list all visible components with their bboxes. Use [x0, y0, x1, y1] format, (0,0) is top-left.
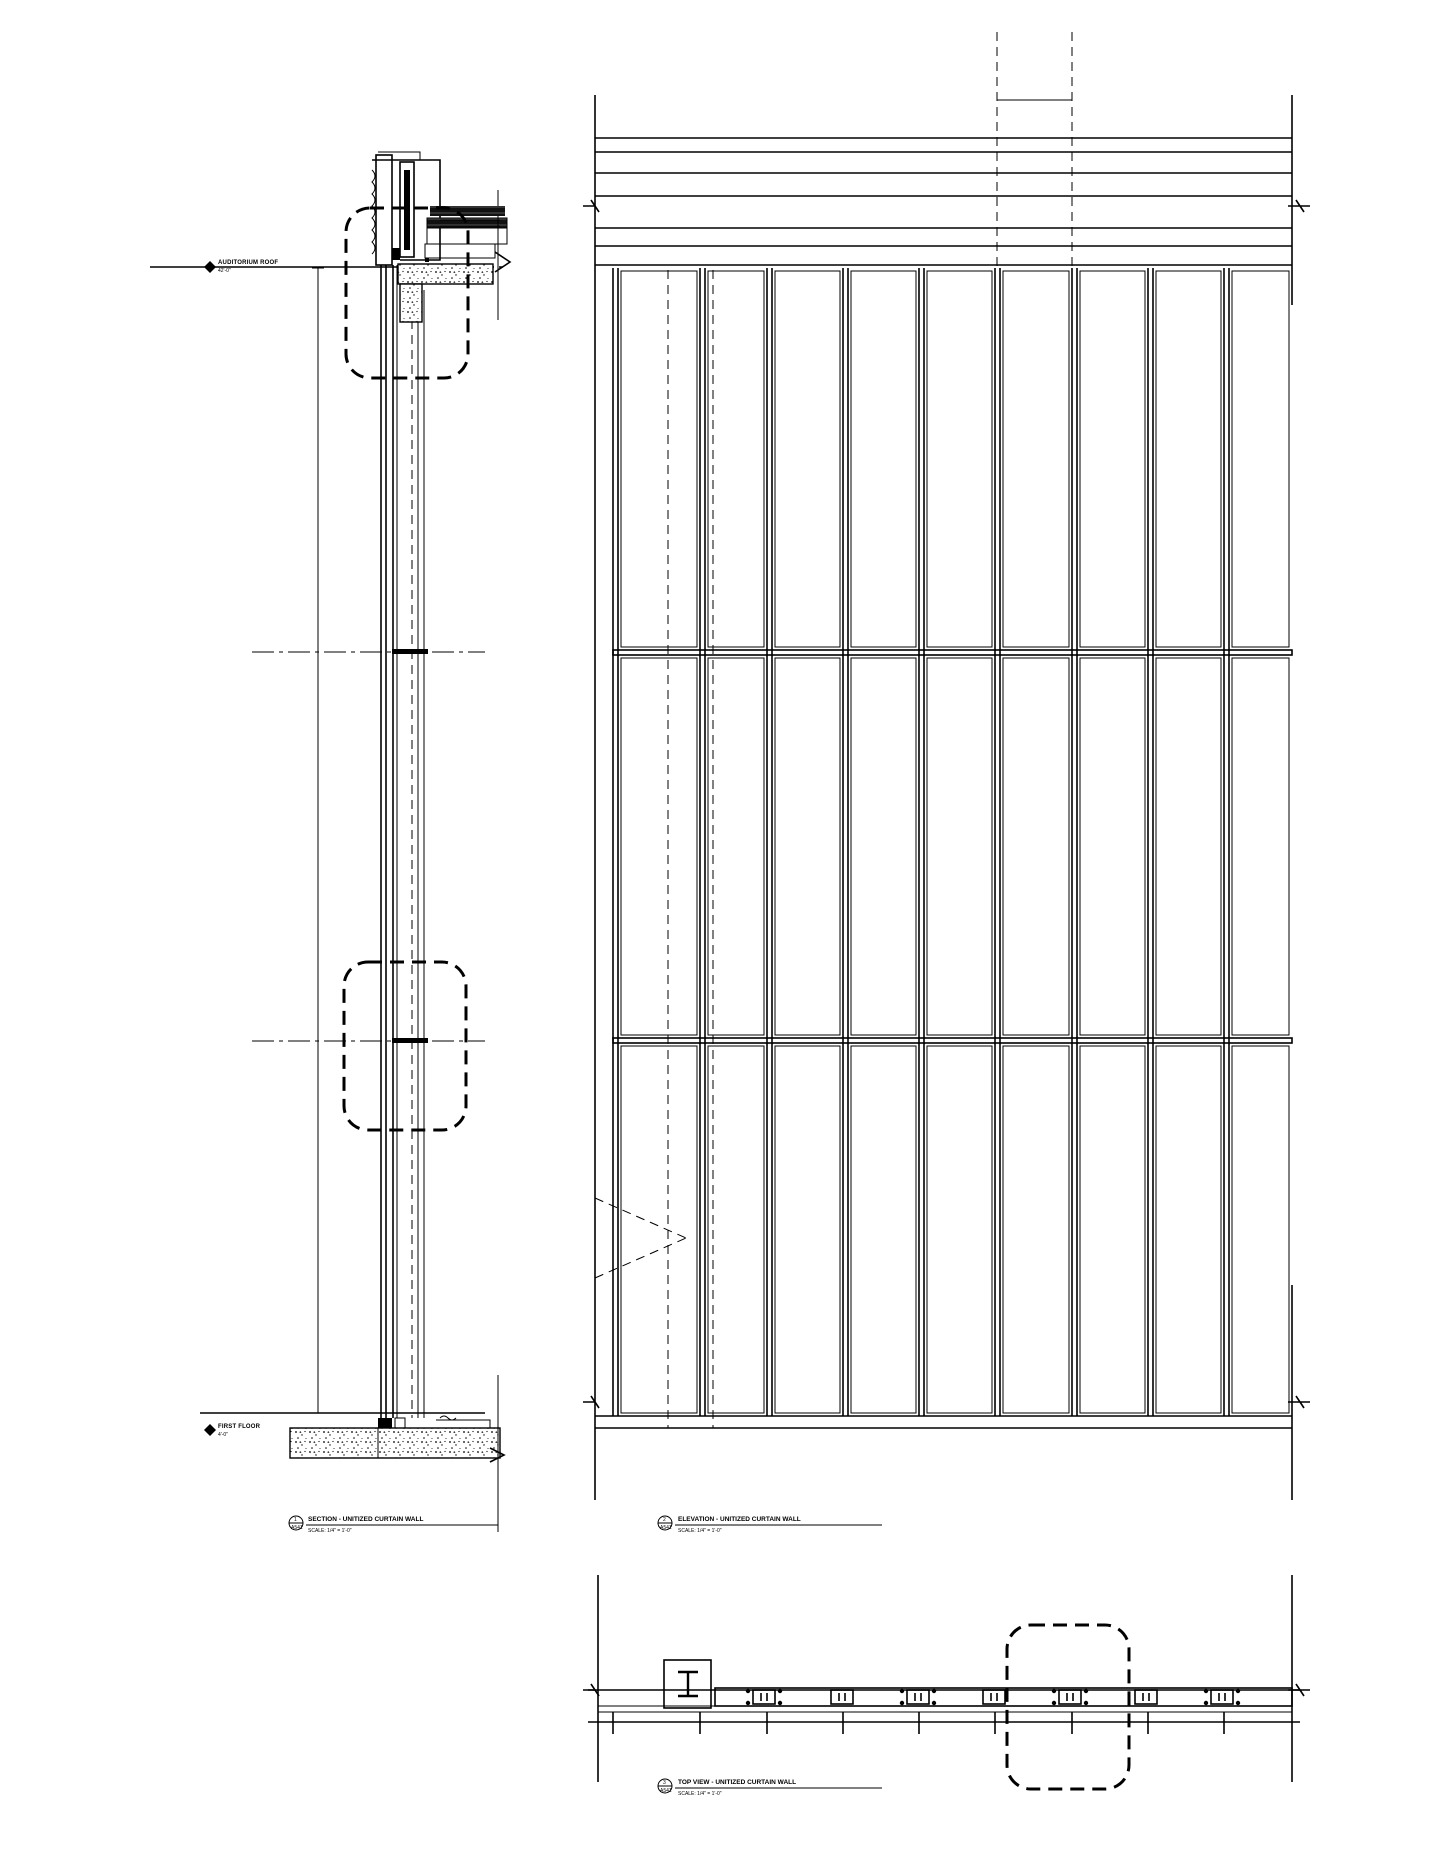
- mullion-joint-6: [1135, 1690, 1157, 1704]
- glass-panel-2-3: [708, 1046, 764, 1413]
- mullion-joint-3: [900, 1689, 936, 1705]
- curtain-wall-panels: [613, 268, 1289, 1416]
- glass-panel-2-1: [708, 271, 764, 647]
- level-elevation-first: 4'-0": [218, 1432, 228, 1438]
- elevation-title-sheet: A541: [660, 1525, 672, 1531]
- level-name-roof: AUDITORIUM ROOF: [218, 260, 279, 266]
- glass-panel-7-2: [1080, 658, 1145, 1035]
- glass-panel-5-3: [927, 1046, 992, 1413]
- glass-panel-8-1: [1156, 271, 1221, 647]
- glass-panel-9-3: [1232, 1046, 1289, 1413]
- glass-panel-9-2: [1232, 658, 1289, 1035]
- glass-panel-4-1: [851, 271, 916, 647]
- glass-panel-5-2: [927, 658, 992, 1035]
- section-title-num: 1: [294, 1517, 297, 1523]
- elevation-title-block: [658, 1516, 882, 1534]
- glass-panel-8-2: [1156, 658, 1221, 1035]
- glass-panel-1-2: [621, 658, 697, 1035]
- plan-title-sheet: A541: [660, 1788, 672, 1794]
- glass-panel-8-3: [1156, 1046, 1221, 1413]
- level-name-first: FIRST FLOOR: [218, 1424, 261, 1430]
- top-view-mullions: [613, 1689, 1240, 1734]
- glass-panel-9-1: [1232, 271, 1289, 647]
- elevation-title-name: ELEVATION - UNITIZED CURTAIN WALL: [678, 1516, 801, 1523]
- mullion-joint-4: [983, 1690, 1005, 1704]
- section-unitized-curtain-wall: [150, 152, 510, 1534]
- elevation-title-scale: SCALE: 1/4" = 1'-0": [678, 1528, 722, 1534]
- level-marker-first-floor: [204, 1424, 261, 1438]
- section-title-sheet: A541: [291, 1525, 303, 1531]
- mullion-joint-2: [831, 1690, 853, 1704]
- mullion-joint-5: [1052, 1689, 1088, 1705]
- glass-panel-3-3: [775, 1046, 840, 1413]
- top-view-unitized-curtain-wall: [583, 1575, 1310, 1797]
- glass-panel-7-3: [1080, 1046, 1145, 1413]
- elevation-title-num: 2: [663, 1517, 666, 1523]
- glass-panel-6-3: [1003, 1046, 1069, 1413]
- glass-panel-7-1: [1080, 271, 1145, 647]
- plan-title-name: TOP VIEW - UNITIZED CURTAIN WALL: [678, 1779, 797, 1786]
- section-title-name: SECTION - UNITIZED CURTAIN WALL: [308, 1516, 424, 1523]
- glass-panel-6-1: [1003, 271, 1069, 647]
- glass-panel-4-2: [851, 658, 916, 1035]
- glass-panel-3-1: [775, 271, 840, 647]
- glass-panel-3-2: [775, 658, 840, 1035]
- level-elevation-roof: 42'-0": [218, 268, 231, 274]
- section-title-block: [289, 1516, 498, 1534]
- mullion-joint-1: [746, 1689, 782, 1705]
- glass-panel-1-1: [621, 271, 697, 647]
- glass-panel-6-2: [1003, 658, 1069, 1035]
- mullion-joint-7: [1204, 1689, 1240, 1705]
- glass-panel-4-3: [851, 1046, 916, 1413]
- glass-panel-1-3: [621, 1046, 697, 1413]
- plan-title-num: 3: [663, 1780, 666, 1786]
- glass-panel-5-1: [927, 271, 992, 647]
- top-view-title-block: [658, 1779, 882, 1797]
- section-title-scale: SCALE: 1/4" = 1'-0": [308, 1528, 352, 1534]
- elevation-unitized-curtain-wall: [583, 32, 1310, 1534]
- plan-title-scale: SCALE: 1/4" = 1'-0": [678, 1791, 722, 1797]
- glass-panel-2-2: [708, 658, 764, 1035]
